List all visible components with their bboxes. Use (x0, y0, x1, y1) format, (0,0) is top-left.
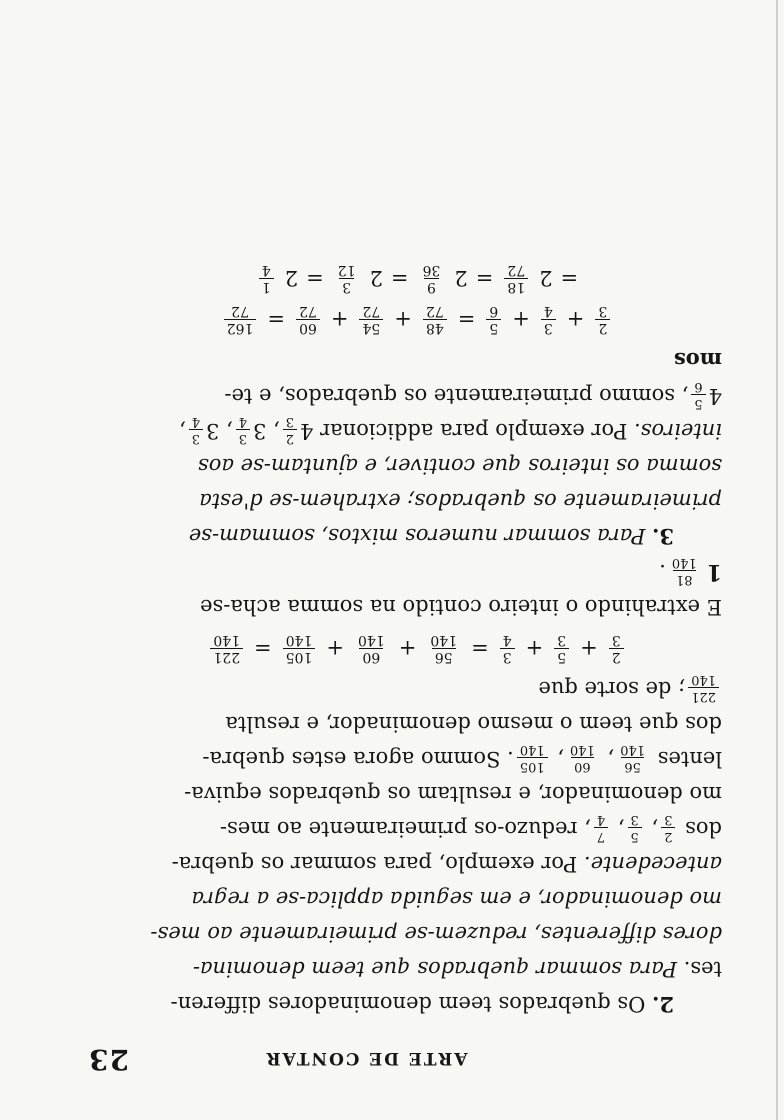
operator: + (394, 307, 412, 332)
denominator: 6 (694, 379, 703, 394)
fraction (669, 554, 700, 587)
fraction (617, 741, 648, 774)
running-title: ARTE DE CONTAR (264, 1048, 468, 1068)
denominator: 3 (664, 812, 673, 827)
paragraph-2-line-3 (112, 916, 722, 951)
fraction (283, 632, 316, 665)
text-line: Por exemplo, para sommar os quebra- (171, 852, 578, 876)
operator: = (471, 636, 489, 661)
numerator: 5 (554, 648, 569, 665)
whole-number: 2 (284, 266, 299, 291)
fraction (224, 303, 257, 336)
text-line-italic: Para sommar quebrados que teem denomina- (192, 957, 677, 981)
text-line: lentes (657, 747, 722, 771)
denominator: 140 (430, 632, 458, 648)
fraction (236, 413, 250, 446)
denominator: 6 (489, 303, 499, 319)
paragraph-2-number: 2. (652, 992, 674, 1017)
numerator: 1 (259, 278, 274, 295)
page-header (88, 1043, 644, 1076)
fraction (420, 262, 444, 295)
numerator: 2 (609, 648, 624, 665)
denominator: 140 (358, 632, 385, 648)
paragraph-2-line-6: dos 2 3 , 5 3 , 7 4 , reduzo-os primeiramente ao mes- (219, 812, 722, 844)
denominator: 3 (285, 414, 295, 429)
text-line-italic: inteiros. (634, 419, 722, 443)
fraction (189, 413, 203, 446)
text-line: , 3 (253, 419, 280, 443)
fraction (594, 811, 608, 844)
denominator: 72 (507, 262, 526, 278)
whole-number: 2 (539, 266, 553, 291)
denominator: 4 (191, 414, 201, 429)
numerator: 81 (673, 570, 696, 587)
denominator: 4 (502, 632, 512, 648)
text-line: mos (673, 348, 722, 373)
text-line-italic: mo denominador, e em seguida applica-se a regra (191, 887, 722, 911)
text-line: 4 (708, 384, 722, 408)
denominator: 3 (630, 812, 639, 827)
numerator: 221 (210, 648, 243, 665)
denominator: 140 (620, 742, 645, 757)
paragraph-3-number: 3. (652, 524, 674, 549)
paragraph-2-line-7 (112, 776, 722, 811)
numerator: 3 (236, 429, 250, 446)
paragraph-2-line-5 (112, 846, 722, 881)
denominator: 12 (337, 262, 356, 278)
numerator: 5 (691, 394, 705, 411)
equation-1 (112, 632, 722, 665)
whole-number: 2 (454, 266, 468, 291)
text-line: E extrahindo o inteiro contido na somma acha-se (200, 595, 722, 619)
paragraph-3-line-3 (112, 448, 722, 483)
equation-3 (112, 262, 722, 295)
numerator: 3 (541, 319, 556, 336)
paragraph-2-line-4 (112, 881, 722, 916)
text-line: Os quebrados teem denominadores differen- (170, 992, 646, 1016)
fraction (517, 741, 548, 774)
text-line: Por exemplo para addicionar 4 (300, 419, 628, 443)
fraction (210, 632, 243, 665)
denominator: 140 (213, 632, 241, 648)
operator: + (525, 636, 544, 661)
fraction (283, 413, 297, 446)
operator: = (306, 266, 324, 291)
numerator: 3 (339, 278, 354, 295)
whole-number: 2 (369, 266, 383, 291)
text-line: dos (685, 817, 722, 841)
text-line: , sommo primeiramente os quebrados, e te- (224, 384, 689, 408)
denominator: 72 (425, 303, 444, 319)
denominator: 4 (238, 414, 248, 429)
operator: + (398, 636, 417, 661)
numerator: 3 (189, 429, 203, 446)
numerator: 9 (424, 278, 439, 295)
denominator: 36 (422, 262, 441, 278)
fraction (688, 671, 719, 704)
operator: = (475, 266, 494, 291)
numerator: 56 (432, 648, 456, 665)
paragraph-2-line-9 (112, 706, 722, 741)
text-line: ; de sorte que (538, 677, 686, 701)
numerator: 105 (283, 648, 316, 665)
operator: = (457, 307, 476, 332)
text-line: , 3 (206, 419, 233, 443)
paragraph-2-line-1 (112, 986, 722, 1022)
paragraph-3-line-2 (112, 483, 722, 518)
fraction (423, 303, 447, 336)
text-line: , reduzo-os primeiramente ao mes- (219, 817, 591, 841)
text-line-italic: somma os inteiros que contiver, e ajuntam-se aos (198, 454, 722, 478)
text-line: dos que teem o mesmo denominador, e resulta (225, 712, 722, 736)
denominator: 3 (611, 632, 621, 648)
operator: + (326, 636, 345, 661)
denominator: 4 (543, 303, 553, 319)
result-line: 1 81 140 . (659, 555, 722, 587)
paragraph-2-line-8: lentes 56 140 , 60 140 , 105 140 . Sommo agora estes quebra- (202, 742, 722, 774)
numerator: 48 (423, 319, 447, 336)
fraction (661, 811, 675, 844)
denominator: 4 (261, 262, 271, 278)
fraction (691, 378, 705, 411)
numerator: 162 (224, 319, 257, 336)
numerator: 56 (621, 757, 644, 774)
text-line: mo denominador, e resultam os quebrados equiva- (184, 782, 722, 806)
operator: + (580, 636, 598, 661)
numerator: 60 (359, 648, 383, 665)
paragraph-2-line-11 (112, 589, 722, 624)
operator: + (512, 307, 530, 332)
denominator: 4 (596, 812, 606, 827)
fraction (259, 262, 274, 295)
denominator: 3 (598, 303, 608, 319)
operator: = (560, 266, 579, 291)
paragraph-2-line-10 (112, 671, 722, 706)
numerator: 221 (688, 687, 719, 704)
fraction (567, 741, 598, 774)
text-line-italic: dores differentes, reduzem-se primeiramente ao mes- (150, 922, 722, 946)
text-line: , (179, 419, 186, 443)
page-number: 23 (88, 1043, 129, 1076)
fraction (609, 632, 624, 665)
numerator: 7 (594, 827, 608, 844)
page-body (112, 254, 722, 1022)
denominator: 72 (362, 303, 381, 319)
fraction (486, 303, 501, 336)
fraction (541, 303, 556, 336)
fraction (296, 303, 320, 336)
operator: = (254, 636, 272, 661)
numerator: 2 (661, 827, 675, 844)
fraction (427, 632, 460, 665)
numerator: 5 (486, 319, 501, 336)
numerator: 60 (296, 319, 320, 336)
operator: + (566, 307, 585, 332)
text-line: . Sommo agora estes quebra- (202, 747, 514, 771)
operator: = (390, 266, 409, 291)
numerator: 2 (283, 429, 297, 446)
text-line-italic: antecedente. (583, 852, 722, 876)
whole-number: 1 (706, 559, 722, 585)
denominator: 140 (569, 742, 595, 757)
text-line: tes. (683, 957, 722, 981)
denominator: 140 (519, 742, 545, 757)
numerator: 60 (571, 757, 594, 774)
paragraph-3-line-4 (112, 413, 722, 448)
text-line-italic: primeiramente os quebrados; extrahem-se d'esta (199, 489, 722, 513)
fraction (504, 262, 528, 295)
paragraph-3-line-6 (112, 342, 722, 378)
fraction (335, 262, 359, 295)
equation-2 (112, 303, 722, 336)
denominator: 3 (557, 632, 567, 648)
numerator: 2 (595, 319, 610, 336)
numerator: 3 (500, 648, 515, 665)
text-line-italic: Para sommar numeros mixtos, sommam-se (188, 524, 646, 548)
numerator: 105 (517, 757, 548, 774)
denominator: 72 (231, 303, 249, 319)
fraction (359, 303, 383, 336)
paragraph-2-line-2 (112, 951, 722, 986)
paragraph-3-line-1 (112, 518, 722, 554)
fraction (554, 632, 569, 665)
denominator: 140 (671, 555, 697, 570)
fraction (628, 811, 642, 844)
fraction (355, 632, 388, 665)
denominator: 140 (285, 632, 313, 648)
denominator: 72 (299, 303, 317, 319)
numerator: 18 (504, 278, 528, 295)
fraction (500, 632, 515, 665)
numerator: 54 (359, 319, 383, 336)
denominator: 140 (691, 672, 716, 687)
paragraph-3-line-5 (112, 378, 722, 413)
operator: = (267, 307, 286, 332)
numerator: 5 (628, 827, 642, 844)
fraction (595, 303, 610, 336)
operator: + (330, 307, 349, 332)
